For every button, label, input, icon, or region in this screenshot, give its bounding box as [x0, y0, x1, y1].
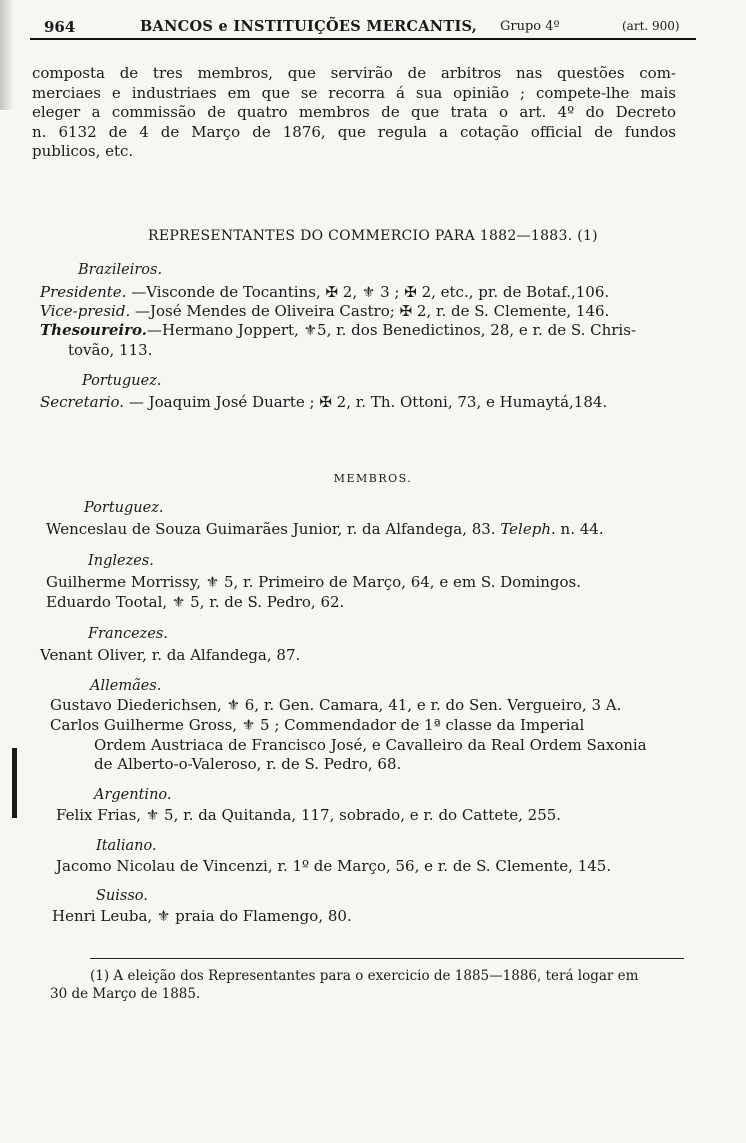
footnote-line: 30 de Março de 1885. [50, 986, 201, 1002]
intro-line: eleger a commissão de quatro membros de que trata o art. 4º do Decreto [32, 103, 676, 121]
section-title: REPRESENTANTES DO COMMERCIO PARA 1882—1883. (1) [148, 228, 598, 244]
entry-text: —Hermano Joppert, ⚜5, r. dos Benedictinos, 28, e r. de S. Chris- [146, 321, 636, 339]
header-article: (art. 900) [622, 19, 680, 33]
intro-paragraph [32, 64, 676, 162]
group-label-italiano: Italiano. [96, 838, 157, 854]
membros-title: MEMBROS. [333, 472, 413, 485]
role-label: Presidente. [40, 283, 127, 301]
member-eduardo: Eduardo Tootal, ⚜ 5, r. de S. Pedro, 62. [46, 593, 345, 611]
member-guilherme: Guilherme Morrissy, ⚜ 5, r. Primeiro de Março, 64, e em S. Domingos. [46, 573, 581, 591]
intro-line: merciaes e industriaes em que se recorra á sua opinião ; compete-lhe mais [32, 83, 676, 102]
role-label: Secretario. [40, 393, 125, 411]
entry-presidente [40, 283, 609, 301]
header-title: BANCOS e INSTITUIÇÕES MERCANTIS, [140, 18, 478, 35]
header-group: Grupo 4º [500, 19, 560, 34]
group-label-inglezes: Inglezes. [88, 553, 154, 569]
telephone-number: n. 44. [555, 520, 604, 538]
running-header [30, 16, 696, 40]
intro-line: composta de tres membros, que servirão de arbitros nas questões com- [32, 64, 676, 82]
member-gustavo: Gustavo Diederichsen, ⚜ 6, r. Gen. Camara, 41, e r. do Sen. Vergueiro, 3 A. [50, 696, 622, 714]
page-number: 964 [44, 18, 76, 36]
member-wenceslau [46, 520, 604, 538]
footnote-line: (1) A eleição dos Representantes para o exercicio de 1885—1886, terá logar em [90, 968, 639, 984]
member-carlos-cont: de Alberto-o-Valeroso, r. de S. Pedro, 68. [94, 755, 402, 773]
group-label-portuguez: Portuguez. [82, 373, 162, 389]
entry-thesoureiro [40, 321, 636, 339]
group-label-allemaes: Allemães. [90, 678, 162, 694]
member-text: Wenceslau de Souza Guimarães Junior, r. da Alfandega, 83. [46, 520, 501, 538]
footnote-rule [90, 958, 684, 959]
entry-text: — Joaquim José Duarte ; ✠ 2, r. Th. Ottoni, 73, e Humaytá,184. [124, 393, 608, 411]
scan-edge-mark [12, 748, 17, 818]
member-henri: Henri Leuba, ⚜ praia do Flamengo, 80. [52, 907, 352, 925]
group-label-francezes: Francezes. [88, 626, 168, 642]
telephone-label: Teleph. [500, 520, 556, 538]
entry-text: —José Mendes de Oliveira Castro; ✠ 2, r. de S. Clemente, 146. [130, 302, 610, 320]
entry-vice-presidente [40, 302, 609, 320]
entry-text: —Visconde de Tocantins, ✠ 2, ⚜ 3 ; ✠ 2, etc., pr. de Botaf.,106. [126, 283, 610, 301]
member-carlos-cont: Ordem Austriaca de Francisco José, e Cavalleiro da Real Ordem Saxonia [94, 736, 647, 754]
member-venant: Venant Oliver, r. da Alfandega, 87. [40, 646, 301, 664]
member-felix: Felix Frias, ⚜ 5, r. da Quitanda, 117, sobrado, e r. do Cattete, 255. [56, 806, 562, 824]
group-label-argentino: Argentino. [94, 787, 172, 803]
member-jacomo: Jacomo Nicolau de Vincenzi, r. 1º de Março, 56, e r. de S. Clemente, 145. [56, 857, 612, 875]
entry-secretario [40, 393, 607, 411]
member-carlos: Carlos Guilherme Gross, ⚜ 5 ; Commendador de 1ª classe da Imperial [50, 716, 585, 734]
entry-thesoureiro-cont: tovão, 113. [68, 341, 153, 359]
group-label-brazileiros: Brazileiros. [78, 262, 163, 278]
group-label-portuguez-membros: Portuguez. [84, 500, 164, 516]
role-label: Vice-presid. [40, 302, 131, 320]
intro-line: publicos, etc. [32, 142, 134, 160]
scan-edge-top [0, 0, 14, 110]
group-label-suisso: Suisso. [96, 888, 148, 904]
role-label: Thesoureiro. [40, 321, 147, 339]
intro-line: n. 6132 de 4 de Março de 1876, que regula a cotação official de fundos [32, 122, 676, 141]
